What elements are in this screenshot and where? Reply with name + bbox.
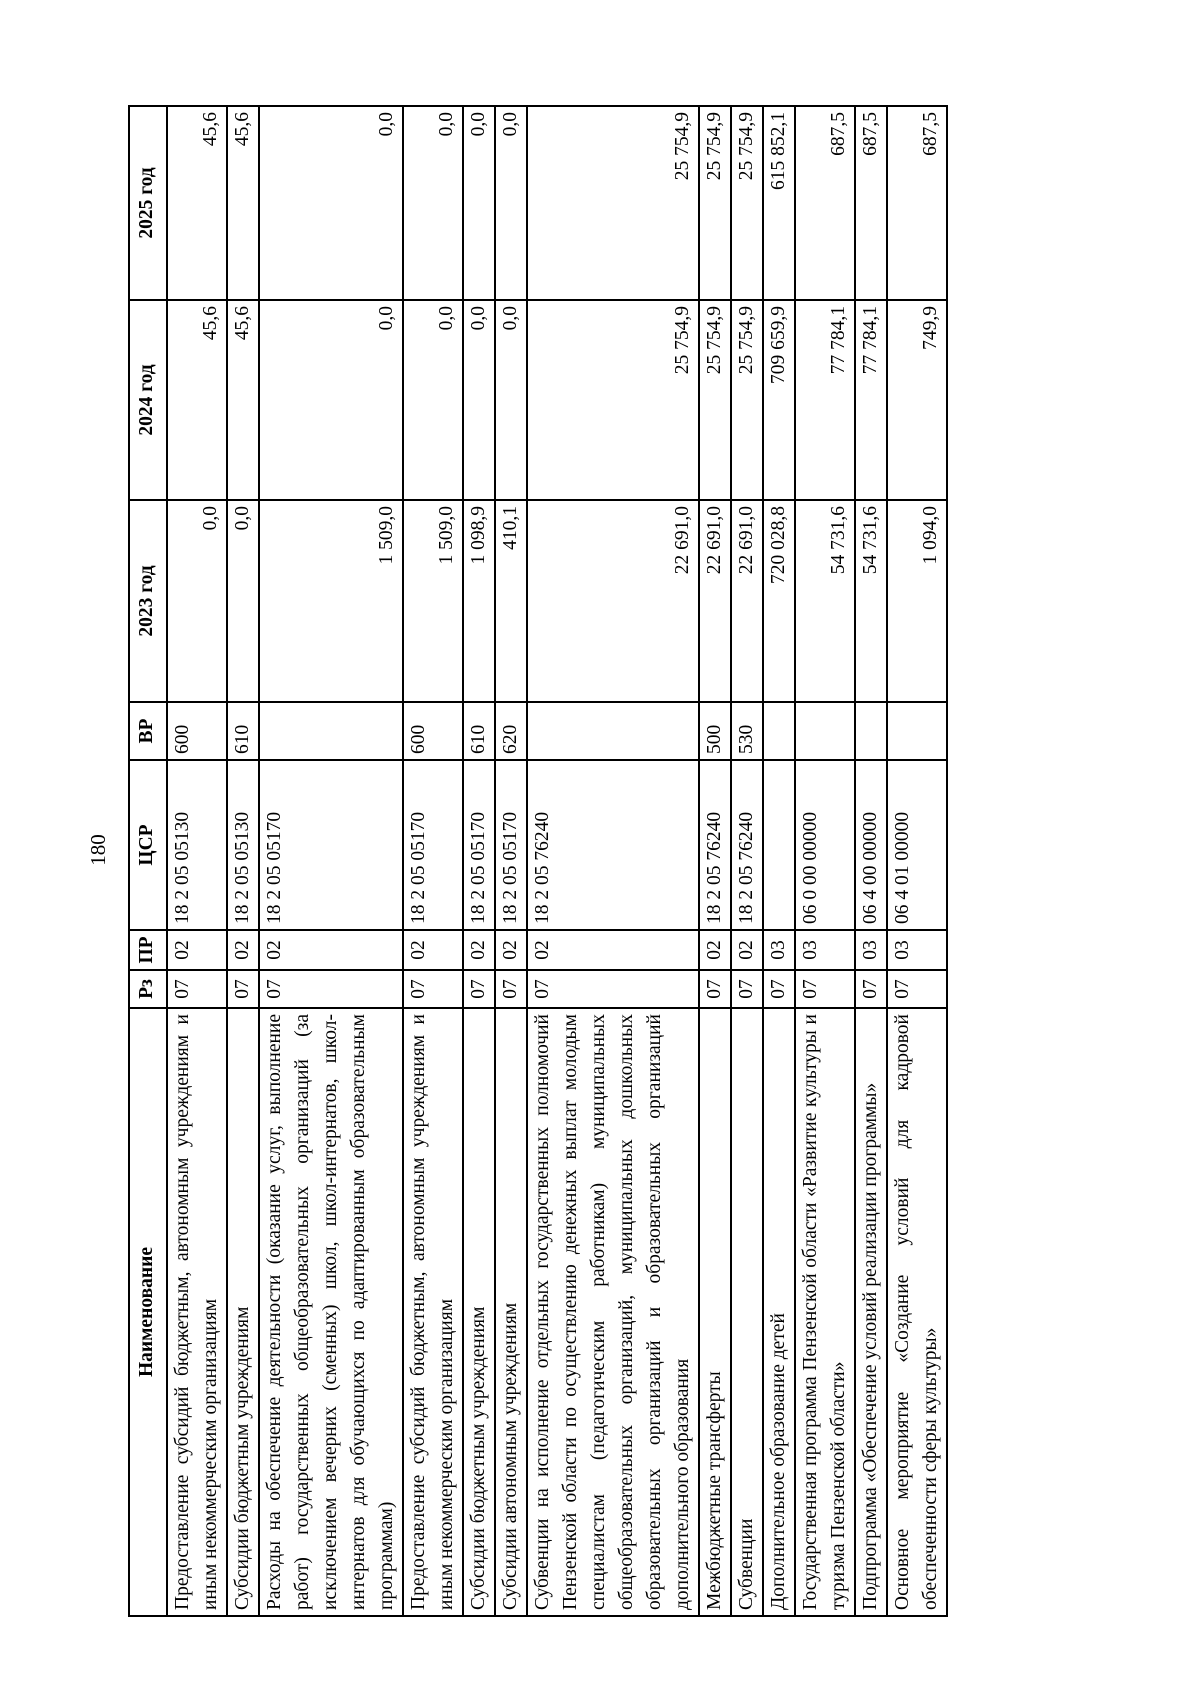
- cell-2024: 77 784,1: [855, 300, 887, 500]
- header-2025: 2025 год: [129, 106, 167, 300]
- cell-pr: 02: [259, 930, 403, 970]
- cell-csr: 18 2 05 76240: [527, 760, 699, 930]
- rotated-page-content: [128, 107, 941, 1617]
- cell-rz: 07: [227, 970, 259, 1008]
- cell-2024: 25 754,9: [731, 300, 763, 500]
- cell-vr: 530: [731, 702, 763, 760]
- cell-2023: 1 098,9: [463, 500, 495, 702]
- cell-2023: 0,0: [167, 500, 227, 702]
- cell-csr: 06 0 00 00000: [795, 760, 855, 930]
- cell-vr: [763, 702, 795, 760]
- header-2023: 2023 год: [129, 500, 167, 702]
- cell-2024: 0,0: [259, 300, 403, 500]
- cell-rz: 07: [167, 970, 227, 1008]
- cell-2024: 0,0: [495, 300, 527, 500]
- cell-name: Предоставление субсидий бюджетным, автономным учреждениям и иным некоммерческим организациям: [167, 1008, 227, 1616]
- cell-rz: 07: [403, 970, 463, 1008]
- cell-pr: 02: [227, 930, 259, 970]
- cell-rz: 07: [527, 970, 699, 1008]
- cell-name: Субсидии автономным учреждениям: [495, 1008, 527, 1616]
- cell-pr: 02: [699, 930, 731, 970]
- cell-pr: 02: [463, 930, 495, 970]
- cell-2025: 0,0: [259, 106, 403, 300]
- cell-pr: 02: [403, 930, 463, 970]
- cell-2024: 0,0: [403, 300, 463, 500]
- header-vr: ВР: [129, 702, 167, 760]
- cell-rz: 07: [463, 970, 495, 1008]
- cell-vr: [855, 702, 887, 760]
- cell-rz: 07: [495, 970, 527, 1008]
- table-row: [403, 106, 463, 1616]
- cell-pr: 03: [763, 930, 795, 970]
- cell-pr: 03: [855, 930, 887, 970]
- cell-2025: 45,6: [167, 106, 227, 300]
- cell-name: Предоставление субсидий бюджетным, автономным учреждениям и иным некоммерческим организациям: [403, 1008, 463, 1616]
- cell-2023: 54 731,6: [855, 500, 887, 702]
- cell-csr: 06 4 00 00000: [855, 760, 887, 930]
- cell-2024: 25 754,9: [699, 300, 731, 500]
- table-row: [259, 106, 403, 1616]
- header-name: Наименование: [129, 1008, 167, 1616]
- cell-csr: 06 4 01 00000: [887, 760, 947, 930]
- cell-rz: 07: [855, 970, 887, 1008]
- cell-vr: 610: [463, 702, 495, 760]
- cell-pr: 02: [167, 930, 227, 970]
- table-row: [855, 106, 887, 1616]
- table-row: [495, 106, 527, 1616]
- cell-2025: 687,5: [795, 106, 855, 300]
- cell-name: Субсидии бюджетным учреждениям: [463, 1008, 495, 1616]
- cell-vr: 600: [403, 702, 463, 760]
- table-header-row: [129, 106, 167, 1616]
- cell-2024: 45,6: [167, 300, 227, 500]
- cell-name: Субвенции: [731, 1008, 763, 1616]
- cell-pr: 02: [731, 930, 763, 970]
- header-pr: ПР: [129, 930, 167, 970]
- table-row: [763, 106, 795, 1616]
- cell-csr: 18 2 05 76240: [731, 760, 763, 930]
- cell-2025: 615 852,1: [763, 106, 795, 300]
- cell-vr: [259, 702, 403, 760]
- cell-name: Дополнительное образование детей: [763, 1008, 795, 1616]
- cell-2025: 25 754,9: [731, 106, 763, 300]
- page-number: 180: [86, 834, 110, 866]
- cell-2023: 410,1: [495, 500, 527, 702]
- table-row: [699, 106, 731, 1616]
- cell-2025: 25 754,9: [527, 106, 699, 300]
- cell-2025: 687,5: [855, 106, 887, 300]
- cell-2025: 45,6: [227, 106, 259, 300]
- cell-csr: 18 2 05 05170: [495, 760, 527, 930]
- cell-2024: 749,9: [887, 300, 947, 500]
- cell-vr: [795, 702, 855, 760]
- table-row: [795, 106, 855, 1616]
- cell-2025: 0,0: [403, 106, 463, 300]
- cell-name: Основное мероприятие «Создание условий для кадровой обеспеченности сферы культуры»: [887, 1008, 947, 1616]
- cell-2025: 687,5: [887, 106, 947, 300]
- header-csr: ЦСР: [129, 760, 167, 930]
- cell-2025: 25 754,9: [699, 106, 731, 300]
- cell-csr: 18 2 05 76240: [699, 760, 731, 930]
- cell-rz: 07: [259, 970, 403, 1008]
- cell-name: Подпрограмма «Обеспечение условий реализации программы»: [855, 1008, 887, 1616]
- table-body: [167, 106, 947, 1616]
- cell-name: Межбюджетные трансферты: [699, 1008, 731, 1616]
- cell-vr: 620: [495, 702, 527, 760]
- cell-name: Субвенции на исполнение отдельных государственных полномочий Пензенской области по осуществлению денежных выплат молодым специалистам (педагогическим работникам) муниципальных общеобразовательных организаций, муниципальных дошкольных образовательных организаций и образовательных организаций дополнительного образования: [527, 1008, 699, 1616]
- cell-2023: 1 509,0: [259, 500, 403, 702]
- cell-2023: 22 691,0: [527, 500, 699, 702]
- cell-name: Субсидии бюджетным учреждениям: [227, 1008, 259, 1616]
- cell-csr: 18 2 05 05170: [259, 760, 403, 930]
- cell-rz: 07: [731, 970, 763, 1008]
- cell-pr: 03: [887, 930, 947, 970]
- cell-2023: 720 028,8: [763, 500, 795, 702]
- cell-csr: [763, 760, 795, 930]
- table-row: [731, 106, 763, 1616]
- cell-csr: 18 2 05 05130: [167, 760, 227, 930]
- cell-pr: 03: [795, 930, 855, 970]
- table-row: [887, 106, 947, 1616]
- cell-rz: 07: [887, 970, 947, 1008]
- cell-name: Расходы на обеспечение деятельности (оказание услуг, выполнение работ) государственных общеобразовательных организаций (за исключением вечерних (сменных) школ, школ-интернатов, школ-интернатов для обучающихся по адаптированным образовательным программам): [259, 1008, 403, 1616]
- cell-2024: 0,0: [463, 300, 495, 500]
- cell-2023: 0,0: [227, 500, 259, 702]
- header-rz: Рз: [129, 970, 167, 1008]
- cell-pr: 02: [527, 930, 699, 970]
- cell-vr: [527, 702, 699, 760]
- cell-2023: 1 509,0: [403, 500, 463, 702]
- cell-vr: 500: [699, 702, 731, 760]
- cell-2024: 45,6: [227, 300, 259, 500]
- cell-name: Государственная программа Пензенской области «Развитие культуры и туризма Пензенской области»: [795, 1008, 855, 1616]
- cell-2025: 0,0: [495, 106, 527, 300]
- cell-rz: 07: [763, 970, 795, 1008]
- budget-table: [128, 105, 948, 1617]
- cell-vr: [887, 702, 947, 760]
- header-2024: 2024 год: [129, 300, 167, 500]
- table-row: [463, 106, 495, 1616]
- cell-vr: 610: [227, 702, 259, 760]
- cell-csr: 18 2 05 05170: [463, 760, 495, 930]
- cell-2024: 77 784,1: [795, 300, 855, 500]
- cell-2025: 0,0: [463, 106, 495, 300]
- cell-2023: 22 691,0: [699, 500, 731, 702]
- cell-2024: 25 754,9: [527, 300, 699, 500]
- cell-2023: 22 691,0: [731, 500, 763, 702]
- cell-2023: 1 094,0: [887, 500, 947, 702]
- cell-pr: 02: [495, 930, 527, 970]
- cell-rz: 07: [699, 970, 731, 1008]
- table-row: [167, 106, 227, 1616]
- cell-vr: 600: [167, 702, 227, 760]
- table-row: [527, 106, 699, 1616]
- cell-2024: 709 659,9: [763, 300, 795, 500]
- cell-csr: 18 2 05 05170: [403, 760, 463, 930]
- cell-rz: 07: [795, 970, 855, 1008]
- cell-csr: 18 2 05 05130: [227, 760, 259, 930]
- table-row: [227, 106, 259, 1616]
- cell-2023: 54 731,6: [795, 500, 855, 702]
